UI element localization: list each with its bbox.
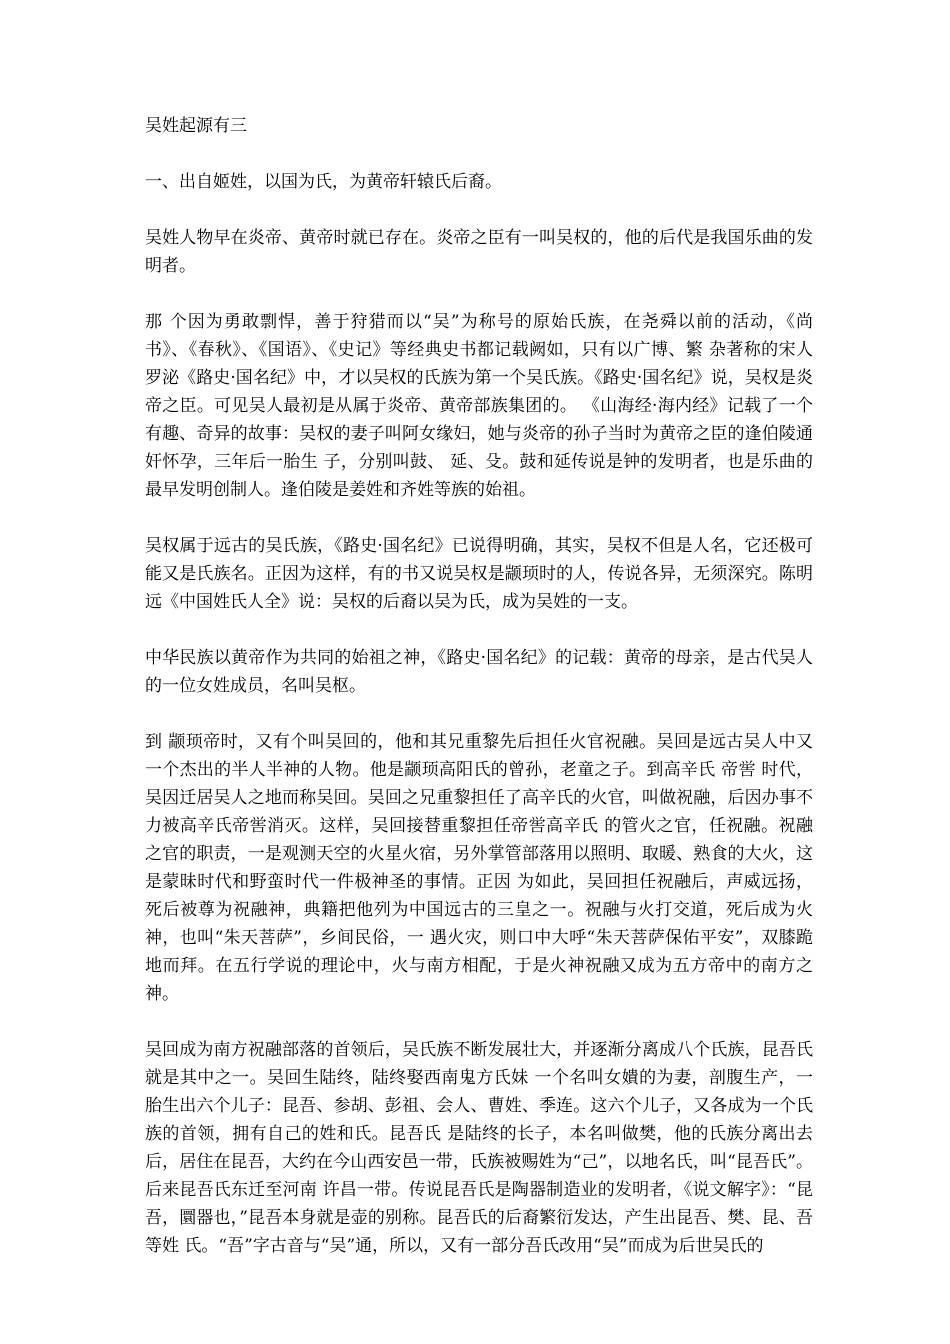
paragraph-origin-heading: 一、出自姬姓，以国为氏，为黄帝轩辕氏后裔。 (145, 172, 502, 192)
paragraph-ancient-wu-clan: 吴权属于远古的吴氏族，《路史·国名纪》已说得明确，其实，吴权不但是人名，它还极可能又是氏族名。正因为这样，有的书又说吴权是颛顼时的人，传说各异，无须深究。陈明远《中国姓氏人全》说：吴权的后裔以吴为氏，成为吴姓的一支。 (145, 536, 813, 612)
paragraph-huangdi-mother: 中华民族以黄帝作为共同的始祖之神，《路史·国名纪》的记载：黄帝的母亲，是古代吴人的一位女姓成员，名叫吴枢。 (145, 648, 813, 696)
paragraph-kunwu-clan: 吴回成为南方祝融部落的首领后，吴氏族不断发展壮大，并逐渐分离成八个氏族，昆吾氏就是其中之一。吴回生陆终，陆终娶西南鬼方氏妹 一个名叫女嬇的为妻，剖腹生产，一胎生出六个儿子：昆吾、参胡、彭祖、会人、曹姓、季连。这六个儿子，又各成为一个氏族的首领，拥有自己的姓和氏。昆吾氏 是陆终的长子，本名叫做樊，他的氏族分离出去后，居住在昆吾，大约在今山西安邑一带，氏族被赐姓为“己”，以地名氏，叫“昆吾氏”。后来昆吾氏东迁至河南 许昌一带。传说昆吾氏是陶器制造业的发明者，《说文解字》：“昆吾，圜器也，”昆吾本身就是壶的别称。昆吾氏的后裔繁衍发达，产生出昆吾、樊、昆、吾等姓 氏。“吾”字古音与“吴”通，所以，又有一部分吾氏改用“吴”而成为后世吴氏的 (145, 1040, 813, 1256)
paragraph-wu-hui-zhurong: 到 颛顼帝时，又有个叫吴回的，他和其兄重黎先后担任火官祝融。吴回是远古吴人中又一个杰出的半人半神的人物。他是颛顼高阳氏的曾孙，老童之子。到高辛氏 帝喾 时代，吴因迁居吴人之地而称吴回。吴回之兄重黎担任了高辛氏的火官，叫做祝融，后因办事不力被高辛氏帝喾消灭。这样，吴回接替重黎担任帝喾高辛氏 的管火之官，任祝融。祝融之官的职责，一是观测天空的火星火宿，另外掌管部落用以照明、取暖、熟食的大火，这是蒙昧时代和野蛮时代一件极神圣的事情。正因 为如此，吴回担任祝融后，声威远扬，死后被尊为祝融神，典籍把他列为中国远古的三皇之一。祝融与火打交道，死后成为火神，也叫“朱天菩萨”，乡间民俗，一 遇火灾，则口中大呼“朱天菩萨保佑平安”，双膝跪地而拜。在五行学说的理论中，火与南方相配，于是火神祝融又成为五方帝中的南方之神。 (145, 732, 813, 1004)
paragraph-early-figures: 吴姓人物早在炎帝、黄帝时就已存在。炎帝之臣有一叫吴权的，他的后代是我国乐曲的发明者。 (145, 228, 813, 276)
document-body (145, 112, 813, 1260)
document-title: 吴姓起源有三 (145, 116, 247, 136)
paragraph-wu-quan-clan: 那 个因为勇敢剽悍，善于狩猎而以“吴”为称号的原始氏族，在尧舜以前的活动，《尚书》、《春秋》、《国语》、《史记》等经典史书都记载阙如，只有以广博、繁 杂著称的宋人罗泌《路史·国名纪》中，才以吴权的氏族为第一个吴氏族。《路史·国名纪》说，吴权是炎帝之臣。可见吴人最初是从属于炎帝、黄帝部族集团的。 《山海经·海内经》记载了一个有趣、奇异的故事：吴权的妻子叫阿女缘妇，她与炎帝的孙子当时为黄帝之臣的逢伯陵通奸怀孕，三年后一胎生 子，分别叫鼓、 延、殳。鼓和延传说是钟的发明者，也是乐曲的最早发明创制人。逢伯陵是姜姓和齐姓等族的始祖。 (145, 312, 813, 500)
